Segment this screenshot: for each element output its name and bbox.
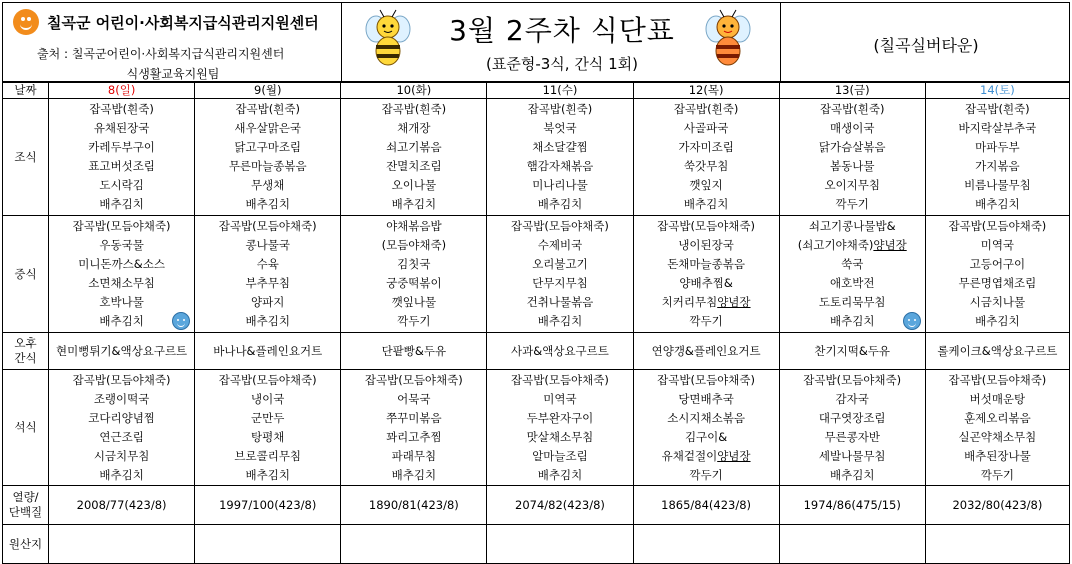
facility-name: (칠곡실버타운) xyxy=(873,36,979,55)
menu-item: 잡곡밥(모듬야채죽) xyxy=(511,219,609,233)
dinner-cell-tue xyxy=(341,370,487,486)
origin-cell-wed xyxy=(487,525,633,564)
menu-item: 돈채마늘종볶음 xyxy=(667,257,745,271)
menu-item: 조랭이떡국 xyxy=(93,392,150,406)
menu-item: 마파두부 xyxy=(975,140,1020,154)
origin-row xyxy=(3,525,1070,564)
menu-item: 훈제오리볶음 xyxy=(964,411,1031,425)
menu-item: 미역국 xyxy=(543,392,577,406)
menu-item: 잡곡밥(모듬야채죽) xyxy=(803,373,902,387)
menu-item: 잡곡밥(모듬야채죽) xyxy=(218,219,317,233)
menu-item: 세발나물무침 xyxy=(818,449,886,463)
origin-cell-sat xyxy=(925,525,1069,564)
dinner-cell-sat xyxy=(925,370,1069,486)
menu-item: 맛살채소무침 xyxy=(526,430,594,444)
menu-item: 닭가슴살볶음 xyxy=(818,140,886,154)
menu-item: 배추김치 xyxy=(537,314,583,328)
menu-item: 유채된장국 xyxy=(93,121,150,135)
lunch-cell-sat xyxy=(925,216,1069,333)
nutrition-row xyxy=(3,486,1070,525)
menu-item: 잡곡밥(흰죽) xyxy=(235,102,300,116)
lunch-label: 중식 xyxy=(3,216,49,333)
menu-item: 잡곡밥(흰죽) xyxy=(673,102,739,116)
menu-item: 배추김치 xyxy=(245,468,290,482)
date-cell-wed: 11(수) xyxy=(487,83,633,99)
menu-item: 냉이된장국 xyxy=(678,238,734,252)
menu-item: 잡곡밥(흰죽) xyxy=(527,102,593,116)
menu-item: 알마늘조림 xyxy=(532,449,588,463)
menu-item: 비름나물무침 xyxy=(964,178,1031,192)
menu-item: 콩나물국 xyxy=(245,238,290,252)
snack-cell-sat: 롤케이크&액상요구르트 xyxy=(925,333,1069,370)
dinner-row xyxy=(3,370,1070,486)
menu-item: 야채볶음밥 xyxy=(386,219,442,233)
menu-item: 소시지채소볶음 xyxy=(667,411,745,425)
breakfast-label: 조식 xyxy=(3,99,49,216)
menu-item: 오이지무침 xyxy=(824,178,880,192)
source-line: 출처 : 칠곡군어린이·사회복지급식관리지원센터 xyxy=(37,47,285,61)
menu-item: 가지볶음 xyxy=(975,159,1020,173)
date-cell-sun: 8(일) xyxy=(49,83,195,99)
origin-cell-tue xyxy=(341,525,487,564)
menu-item: 배추김치 xyxy=(537,197,583,211)
menu-item: 배추김치 xyxy=(99,314,144,328)
menu-item: 어묵국 xyxy=(397,392,431,406)
menu-item: (모듬야채죽) xyxy=(381,238,447,252)
menu-item: 깻잎지 xyxy=(689,178,723,192)
menu-item: 잡곡밥(모듬야채죽) xyxy=(657,373,756,387)
menu-item: 배추김치 xyxy=(245,314,290,328)
underlined-item-part: 양념장 xyxy=(717,295,751,309)
breakfast-cell-sat xyxy=(925,99,1069,216)
org-logo-row xyxy=(13,9,319,35)
origin-cell-sun xyxy=(49,525,195,564)
menu-item: 김구이& xyxy=(684,430,728,444)
menu-item: 미니돈까스&소스 xyxy=(78,257,165,271)
breakfast-row xyxy=(3,99,1070,216)
dinner-cell-mon xyxy=(195,370,341,486)
menu-item: 잡곡밥(흰죽) xyxy=(965,102,1030,116)
snack-cell-wed: 사과&액상요구르트 xyxy=(487,333,633,370)
lunch-cell-tue xyxy=(341,216,487,333)
menu-item: 유채겉절이양념장 xyxy=(661,449,751,463)
lunch-cell-wed xyxy=(487,216,633,333)
snack-cell-sun: 현미뻥튀기&액상요구르트 xyxy=(49,333,195,370)
lunch-cell-fri xyxy=(779,216,925,333)
menu-item: 수육 xyxy=(256,257,279,271)
menu-item: 도시락김 xyxy=(99,178,144,192)
menu-item: 배추김치 xyxy=(830,314,875,328)
breakfast-cell-tue xyxy=(341,99,487,216)
date-cell-thu: 12(목) xyxy=(633,83,779,99)
menu-item: 양파지 xyxy=(251,295,285,309)
menu-item: 애호박전 xyxy=(830,276,875,290)
menu-item: 탕평채 xyxy=(251,430,285,444)
menu-item: 배추김치 xyxy=(99,197,144,211)
menu-item: 김칫국 xyxy=(397,257,431,271)
bee-mascot-icon xyxy=(702,9,754,69)
snack-cell-thu: 연양갱&플레인요거트 xyxy=(633,333,779,370)
source-team: 식생활교육지원팀 xyxy=(126,67,220,81)
facility-box xyxy=(780,2,1070,82)
origin-cell-mon xyxy=(195,525,341,564)
menu-item: 채개장 xyxy=(397,121,431,135)
page-title: 3월 2주차 식단표 xyxy=(449,14,675,47)
menu-item: 배추김치 xyxy=(99,468,144,482)
menu-item: 가자미조림 xyxy=(678,140,734,154)
menu-item: 닭고구마조림 xyxy=(234,140,302,154)
breakfast-cell-sun xyxy=(49,99,195,216)
menu-item: 깻잎나물 xyxy=(391,295,437,309)
underlined-item-part: 양념장 xyxy=(717,449,751,463)
nutrition-label: 열량/ 단백질 xyxy=(3,486,49,525)
menu-item: 우동국물 xyxy=(99,238,144,252)
dinner-cell-thu xyxy=(633,370,779,486)
menu-item: 새우살맑은국 xyxy=(234,121,302,135)
smiley-logo-icon xyxy=(13,9,39,35)
lunch-row xyxy=(3,216,1070,333)
menu-item: (쇠고기야채죽)양념장 xyxy=(797,238,907,252)
menu-table xyxy=(2,82,1070,564)
menu-item: 도토리묵무침 xyxy=(818,295,886,309)
menu-item: 매생이국 xyxy=(830,121,875,135)
menu-item: 깍두기 xyxy=(980,468,1015,482)
menu-item: 배추김치 xyxy=(975,314,1020,328)
menu-item: 잔멸치조림 xyxy=(386,159,442,173)
menu-item: 잡곡밥(모듬야채죽) xyxy=(364,373,463,387)
menu-item: 무생채 xyxy=(251,178,285,192)
nutrition-cell-fri: 1974/86(475/15) xyxy=(779,486,925,525)
menu-item: 쇠고기볶음 xyxy=(386,140,442,154)
breakfast-cell-fri xyxy=(779,99,925,216)
menu-item: 채소달걀찜 xyxy=(532,140,588,154)
date-cell-fri: 13(금) xyxy=(779,83,925,99)
snack-cell-fri: 찬기지떡&두유 xyxy=(779,333,925,370)
nutrition-cell-tue: 1890/81(423/8) xyxy=(341,486,487,525)
snack-cell-tue: 단팥빵&두유 xyxy=(341,333,487,370)
nutrition-cell-thu: 1865/84(423/8) xyxy=(633,486,779,525)
menu-item: 시금치무침 xyxy=(93,449,150,463)
menu-item: 고등어구이 xyxy=(969,257,1026,271)
smiley-badge-icon xyxy=(903,312,921,330)
menu-item: 쑥국 xyxy=(841,257,864,271)
menu-item: 깍두기 xyxy=(835,197,869,211)
menu-item: 잡곡밥(모듬야채죽) xyxy=(657,219,756,233)
nutrition-cell-sat: 2032/80(423/8) xyxy=(925,486,1069,525)
page-subtitle: (표준형-3식, 간식 1회) xyxy=(486,55,638,73)
menu-item: 북엇국 xyxy=(543,121,577,135)
origin-label: 원산지 xyxy=(3,525,49,564)
menu-item: 치커리무침양념장 xyxy=(661,295,751,309)
menu-item: 바지락살부추국 xyxy=(958,121,1037,135)
nutrition-cell-wed: 2074/82(423/8) xyxy=(487,486,633,525)
menu-item: 햄감자채볶음 xyxy=(526,159,594,173)
menu-item: 꽈리고추찜 xyxy=(386,430,442,444)
menu-item: 미역국 xyxy=(980,238,1015,252)
breakfast-cell-wed xyxy=(487,99,633,216)
menu-item: 건취나물볶음 xyxy=(526,295,594,309)
menu-item: 표고버섯조림 xyxy=(88,159,155,173)
menu-item: 사골파국 xyxy=(683,121,729,135)
dinner-cell-sun xyxy=(49,370,195,486)
menu-item: 무른콩자반 xyxy=(824,430,880,444)
date-cell-tue: 10(화) xyxy=(341,83,487,99)
breakfast-cell-thu xyxy=(633,99,779,216)
menu-item: 당면배추국 xyxy=(678,392,734,406)
menu-item: 무른명엽채조림 xyxy=(958,276,1037,290)
menu-item: 잡곡밥(모듬야채죽) xyxy=(218,373,317,387)
menu-item: 코다리양념찜 xyxy=(88,411,155,425)
menu-item: 부추무침 xyxy=(245,276,290,290)
menu-item: 브로콜리무침 xyxy=(234,449,302,463)
lunch-cell-sun xyxy=(49,216,195,333)
org-name: 칠곡군 어린이·사회복지급식관리지원센터 xyxy=(47,13,319,32)
menu-item: 배추김치 xyxy=(391,468,437,482)
org-box xyxy=(2,2,342,82)
date-row xyxy=(3,83,1070,99)
menu-item: 잡곡밥(모듬야채죽) xyxy=(948,373,1047,387)
menu-item: 봄동나물 xyxy=(830,159,875,173)
header xyxy=(0,0,1072,82)
menu-item: 호박나물 xyxy=(99,295,144,309)
menu-item: 배추김치 xyxy=(830,468,875,482)
snack-cell-mon: 바나나&플레인요거트 xyxy=(195,333,341,370)
menu-item: 미나리나물 xyxy=(532,178,588,192)
menu-item: 쑥갓무침 xyxy=(683,159,729,173)
menu-item: 배추김치 xyxy=(537,468,583,482)
nutrition-cell-sun: 2008/77(423/8) xyxy=(49,486,195,525)
lunch-cell-thu xyxy=(633,216,779,333)
origin-cell-fri xyxy=(779,525,925,564)
menu-item: 양배추찜& xyxy=(679,276,733,290)
menu-item: 깍두기 xyxy=(397,314,431,328)
menu-item: 소면채소무침 xyxy=(88,276,155,290)
menu-item: 잡곡밥(모듬야채죽) xyxy=(72,373,171,387)
menu-item: 잡곡밥(흰죽) xyxy=(89,102,154,116)
underlined-item-part: 양념장 xyxy=(873,238,907,252)
menu-item: 깍두기 xyxy=(689,468,723,482)
nutrition-cell-mon: 1997/100(423/8) xyxy=(195,486,341,525)
menu-item: 실곤약채소무침 xyxy=(958,430,1037,444)
menu-item: 두부완자구이 xyxy=(526,411,594,425)
menu-item: 배추된장나물 xyxy=(964,449,1031,463)
menu-item: 파래무침 xyxy=(391,449,437,463)
menu-item: 냉이국 xyxy=(251,392,285,406)
menu-item: 무른마늘종볶음 xyxy=(228,159,307,173)
menu-item: 쇠고기콩나물밥& xyxy=(808,219,896,233)
dinner-label: 석식 xyxy=(3,370,49,486)
lunch-cell-mon xyxy=(195,216,341,333)
date-cell-mon: 9(월) xyxy=(195,83,341,99)
menu-item: 잡곡밥(모듬야채죽) xyxy=(72,219,171,233)
menu-item: 잡곡밥(모듬야채죽) xyxy=(948,219,1047,233)
menu-item: 시금치나물 xyxy=(969,295,1026,309)
menu-item: 잡곡밥(흰죽) xyxy=(819,102,885,116)
dinner-cell-wed xyxy=(487,370,633,486)
menu-item: 배추김치 xyxy=(683,197,729,211)
menu-item: 버섯매운탕 xyxy=(969,392,1026,406)
menu-item: 카레두부구이 xyxy=(88,140,155,154)
menu-item: 깍두기 xyxy=(689,314,723,328)
origin-cell-thu xyxy=(633,525,779,564)
breakfast-cell-mon xyxy=(195,99,341,216)
menu-item: 잡곡밥(모듬야채죽) xyxy=(511,373,609,387)
menu-item: 단무지무침 xyxy=(532,276,588,290)
menu-item: 오이나물 xyxy=(391,178,437,192)
menu-item: 대구엿장조림 xyxy=(818,411,886,425)
menu-item: 배추김치 xyxy=(975,197,1020,211)
snack-label: 오후 간식 xyxy=(3,333,49,370)
menu-item: 군만두 xyxy=(251,411,285,425)
menu-item: 연근조림 xyxy=(99,430,144,444)
dinner-cell-fri xyxy=(779,370,925,486)
menu-item: 잡곡밥(흰죽) xyxy=(381,102,447,116)
menu-item: 배추김치 xyxy=(391,197,437,211)
menu-item: 감자국 xyxy=(835,392,869,406)
snack-row xyxy=(3,333,1070,370)
date-label: 날짜 xyxy=(3,83,49,99)
menu-item: 쭈꾸미볶음 xyxy=(386,411,442,425)
menu-item: 배추김치 xyxy=(245,197,290,211)
title-box xyxy=(341,2,781,82)
date-cell-sat: 14(토) xyxy=(925,83,1069,99)
menu-item: 궁중떡볶이 xyxy=(386,276,442,290)
menu-item: 오리불고기 xyxy=(532,257,588,271)
menu-item: 수제비국 xyxy=(537,238,583,252)
